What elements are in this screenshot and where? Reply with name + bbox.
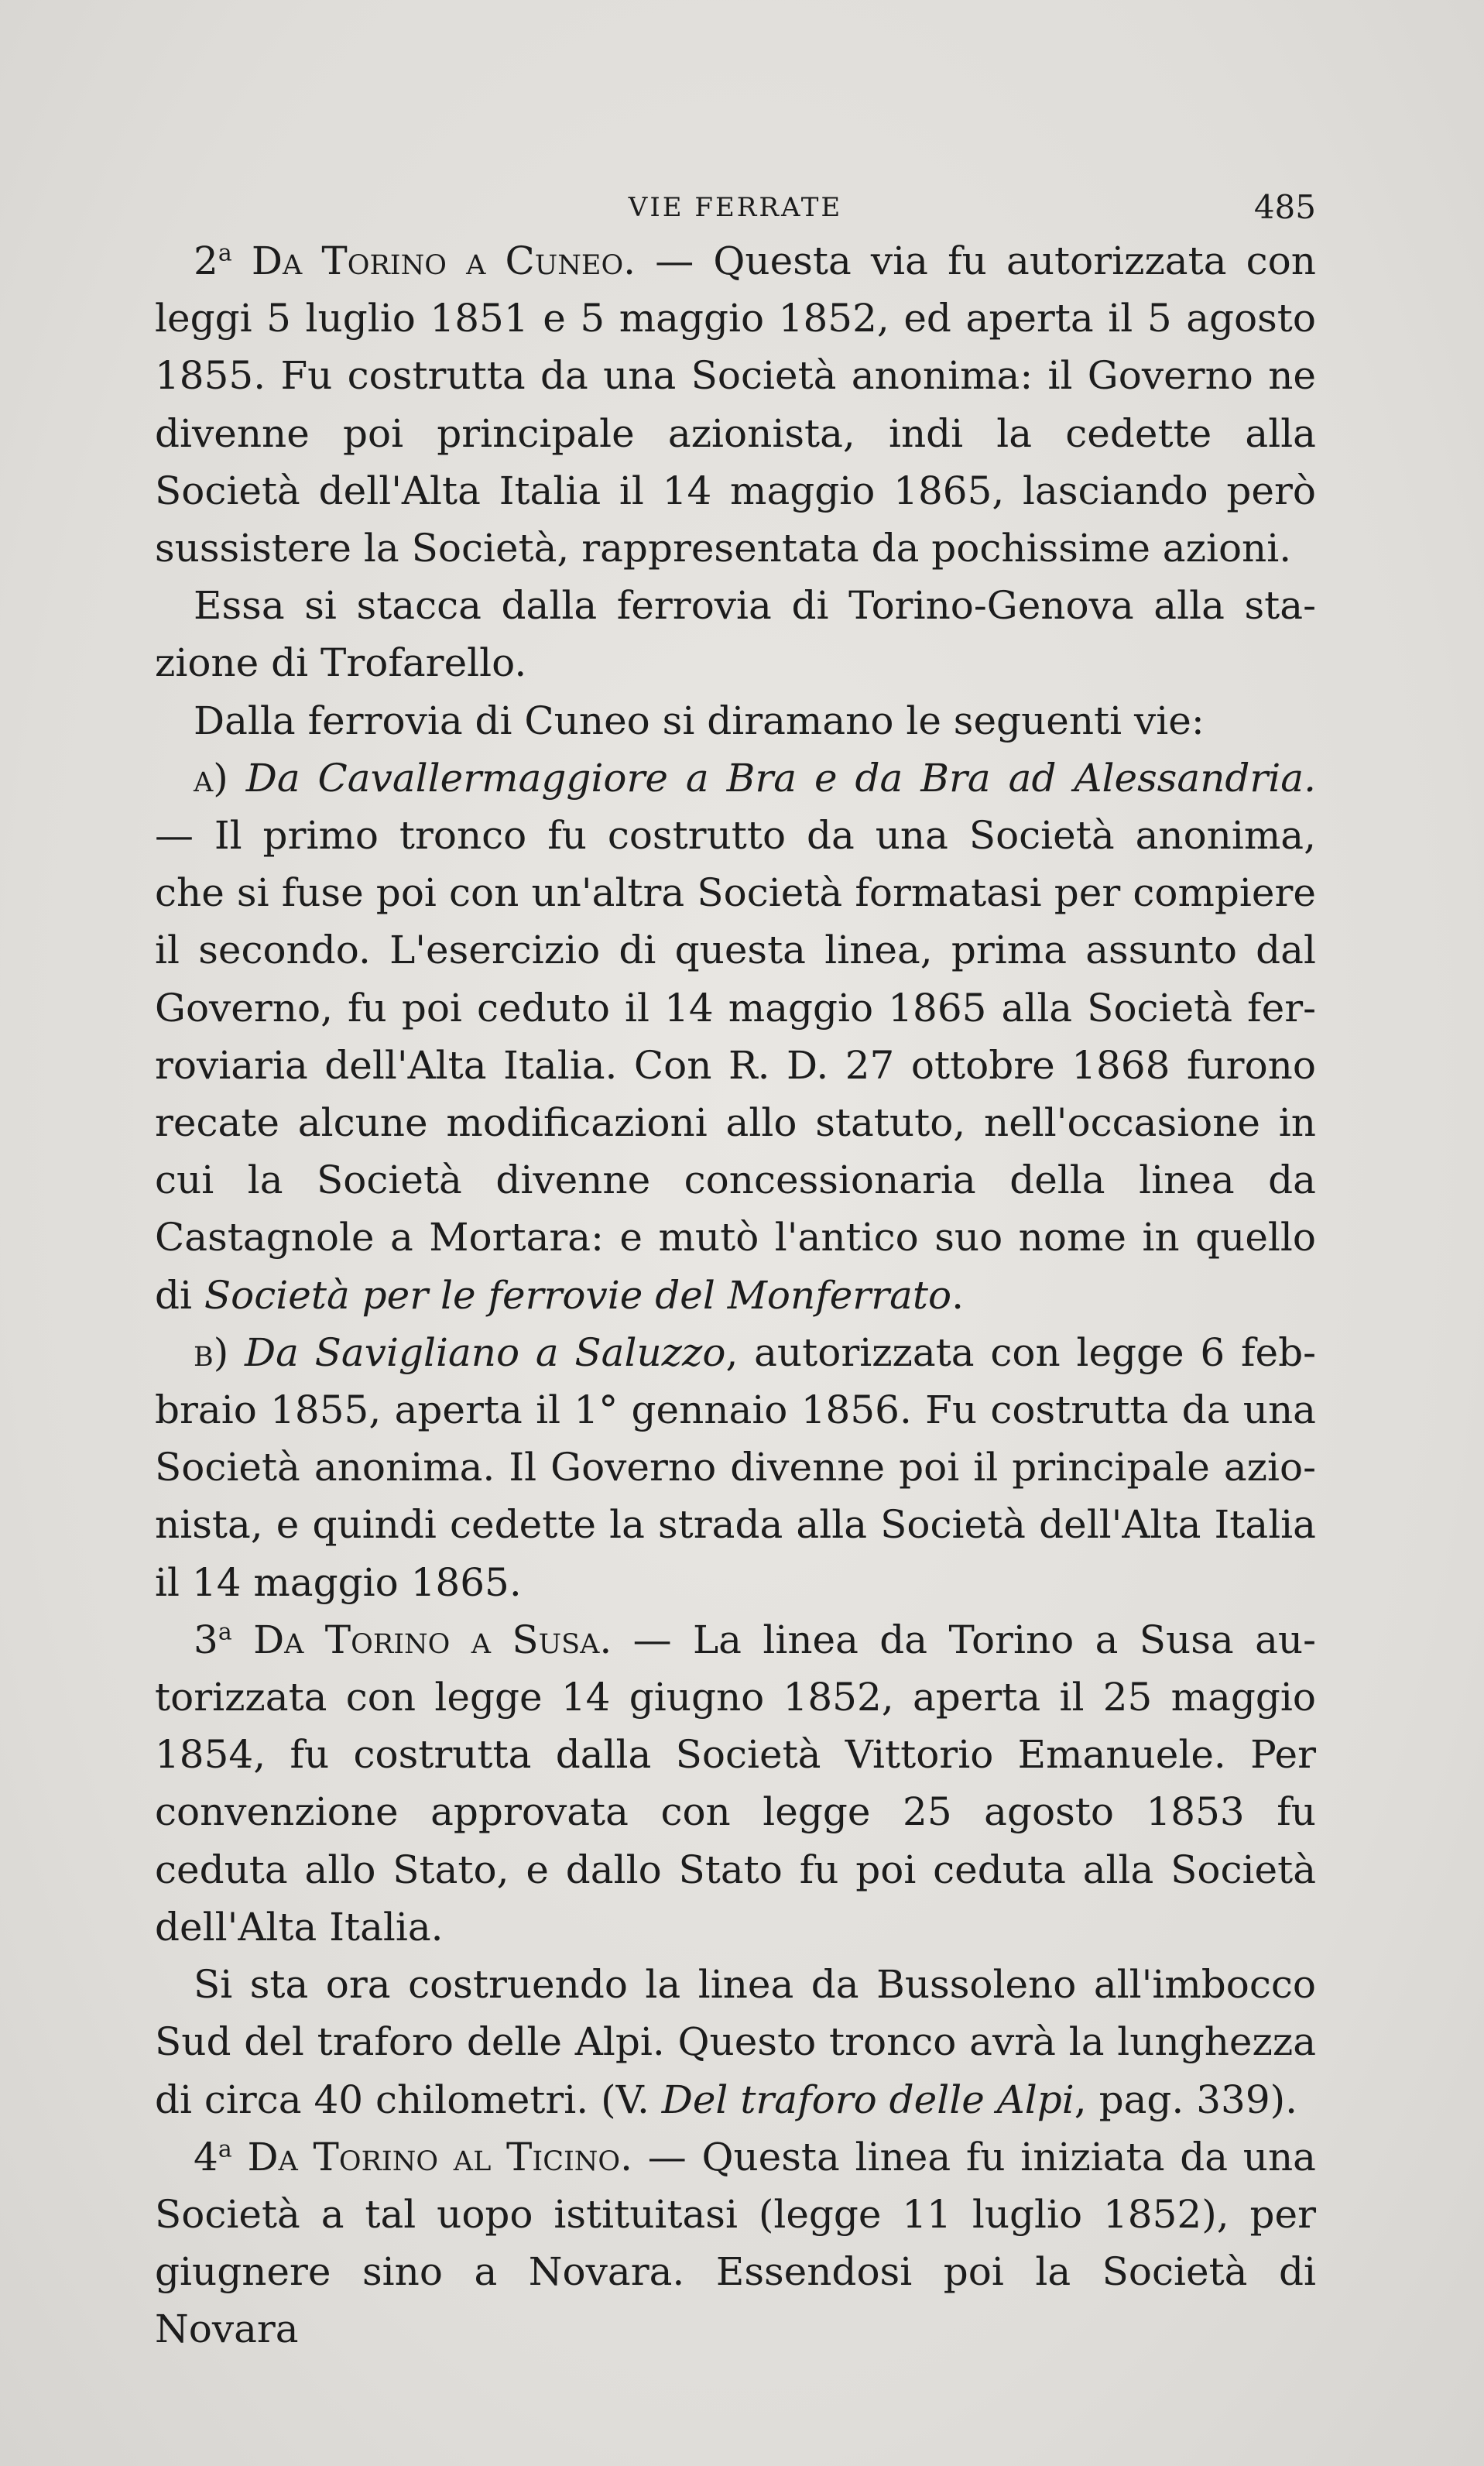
section-title: Da Torino a Cuneo.	[251, 238, 636, 283]
paragraph-diramazioni	[155, 692, 1316, 749]
section-number-ordinal: a	[218, 239, 232, 267]
section-title: Da Torino al Ticino.	[247, 2134, 633, 2180]
paragraph-text-end: .	[951, 1272, 965, 1318]
paragraph-text: Si sta ora costruendo la linea da Bussoleno all'imbocco Sud del traforo delle Alpi. Questo tronco avrà la lunghezza di circa 40 chilometri. (V.	[155, 1962, 1316, 2122]
running-head: VIE FERRATE	[628, 192, 843, 223]
paragraph-text: Dalla ferrovia di Cuneo si diramano le seguenti vie:	[194, 698, 1205, 743]
paragraph-savigliano-saluzzo	[155, 1324, 1316, 1611]
paragraph-text: Essa si stacca dalla ferrovia di Torino-Genova alla stazione di Trofarello.	[155, 583, 1316, 686]
subsection-letter: b)	[194, 1329, 229, 1375]
section-number-ordinal: a	[218, 2135, 232, 2163]
italic-reference: Del traforo delle Alpi	[661, 2077, 1074, 2122]
paragraph-text: , autorizzata con legge 6 febbraio 1855, aperta il 1° gennaio 1856. Fu costrutta da una Società anonima. Il Governo divenne poi il principale azionista, e quindi cedette la strada alla Società dell'Alta Italia il 14 maggio 1865.	[155, 1329, 1316, 1605]
italic-phrase: Società per le ferrovie del Monferrato	[204, 1272, 952, 1318]
body-text	[155, 232, 1316, 2358]
paragraph-text: — Il primo tronco fu costrutto da una Società anonima, che si fuse poi con un'altra Società formatasi per compiere il secondo. L'esercizio di questa linea, prima assunto dal Governo, fu poi ceduto il 14 maggio 1865 alla Società ferroviaria dell'Alta Italia. Con R. D. 27 ottobre 1868 furono recate alcune modificazioni allo statuto, nell'occasione in cui la Società divenne concessionaria della linea da Castagnole a Mortara: e mutò l'antico suo nome in quello di	[155, 813, 1316, 1318]
paragraph-text: — La linea da Torino a Susa autorizzata con legge 14 giugno 1852, aperta il 25 maggio 1854, fu costrutta dalla Società Vittorio Emanuele. Per convenzione approvata con legge 25 agosto 1853 fu ceduta allo Stato, e dallo Stato fu poi ceduta alla Società dell'Alta Italia.	[155, 1617, 1316, 1950]
section-number-ordinal: a	[218, 1618, 232, 1646]
paragraph-torino-cuneo	[155, 232, 1316, 577]
paragraph-bussoleno	[155, 1956, 1316, 2128]
subsection-letter: a)	[194, 755, 228, 801]
section-number: 3	[194, 1617, 218, 1662]
paragraph-torino-ticino	[155, 2128, 1316, 2358]
subsection-title: Da Cavallermaggiore a Bra e da Bra ad Alessandria.	[245, 755, 1316, 801]
page-header	[155, 184, 1316, 231]
section-number: 2	[194, 238, 218, 283]
paragraph-text: — Questa linea fu iniziata da una Società a tal uopo istituitasi (legge 11 luglio 1852), per giugnere sino a Novara. Essendosi poi la Società di Novara	[155, 2134, 1316, 2352]
paragraph-trofarello	[155, 577, 1316, 691]
paragraph-text: — Questa via fu autorizzata con leggi 5 luglio 1851 e 5 maggio 1852, ed aperta il 5 agosto 1855. Fu costrutta da una Società anonima: il Governo ne divenne poi principale azionista, indi la cedette alla Società dell'Alta Italia il 14 maggio 1865, lasciando però sussistere la Società, rappresentata da pochissime azioni.	[155, 238, 1316, 571]
paragraph-torino-susa	[155, 1611, 1316, 1956]
section-title: Da Torino a Susa.	[253, 1617, 612, 1662]
subsection-title: Da Savigliano a Saluzzo	[245, 1329, 726, 1375]
section-number: 4	[194, 2134, 218, 2180]
paragraph-text-end: , pag. 339).	[1074, 2077, 1298, 2122]
page-number: 485	[1253, 188, 1316, 226]
paragraph-cavallermaggiore-bra	[155, 749, 1316, 1324]
